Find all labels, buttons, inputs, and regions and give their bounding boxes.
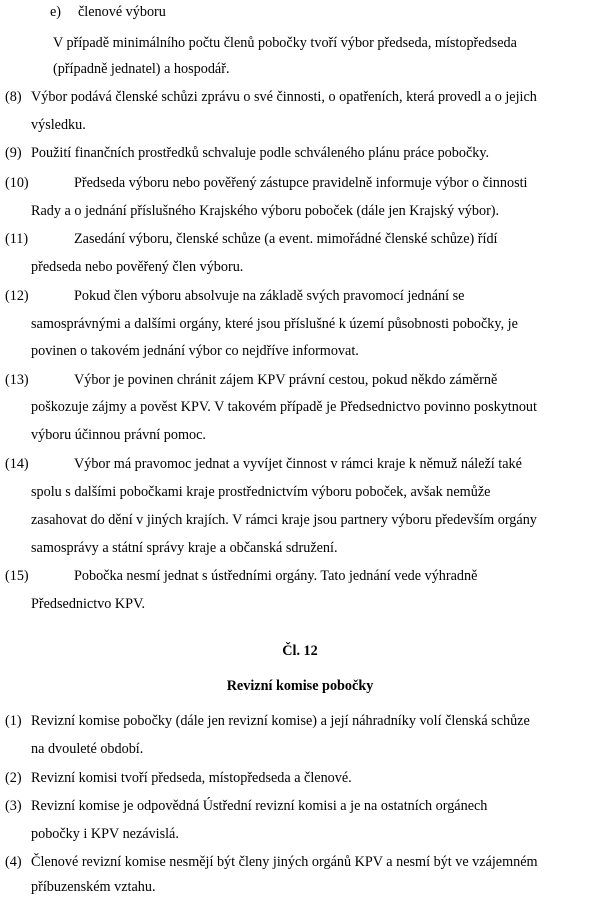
paragraph-line: Pokud člen výboru absolvuje na základě svých pravomocí jednání se <box>74 288 465 304</box>
paragraph-number: (15) <box>5 568 29 584</box>
paragraph-line: zasahovat do dění v jiných krajích. V rámci kraje jsou partnery výboru především orgány <box>31 512 537 528</box>
paragraph-line: Zasedání výboru, členské schůze (a event. mimořádné členské schůze) řídí <box>74 231 498 247</box>
paragraph-number: (8) <box>5 89 22 105</box>
paragraph-number: (14) <box>5 456 29 472</box>
paragraph-line: spolu s dalšími pobočkami kraje prostřednictvím výboru poboček, avšak nemůže <box>31 484 491 500</box>
intro-line: (případně jednatel) a hospodář. <box>53 61 230 77</box>
article-title: Revizní komise pobočky <box>226 678 374 694</box>
paragraph-number: (12) <box>5 288 29 304</box>
paragraph-line: Předsednictvo KPV. <box>31 596 146 612</box>
paragraph-line: samosprávnými a dalšími orgány, které jsou příslušné k území působnosti pobočky, je <box>31 316 518 332</box>
paragraph-line: předseda nebo pověřený člen výboru. <box>31 259 244 275</box>
item-text: členové výboru <box>78 4 166 20</box>
paragraph-number: (1) <box>5 713 22 729</box>
paragraph-line: poškozuje zájmy a pověst KPV. V takovém případě je Předsednictvo povinno poskytnout <box>31 399 537 415</box>
intro-line: V případě minimálního počtu členů pobočky tvoří výbor předseda, místopředseda <box>53 35 517 51</box>
paragraph-line: pobočky i KPV nezávislá. <box>31 826 179 842</box>
paragraph-line: povinen o takovém jednání výbor co nejdříve informovat. <box>31 343 359 359</box>
paragraph-line: Členové revizní komise nesmějí být členy jiných orgánů KPV a nesmí být ve vzájemném <box>31 854 538 870</box>
paragraph-line: samosprávy a státní správy kraje a občanská sdružení. <box>31 540 338 556</box>
paragraph-number: (4) <box>5 854 22 870</box>
paragraph-line: Revizní komise je odpovědná Ústřední revizní komisi a je na ostatních orgánech <box>31 798 488 814</box>
paragraph-number: (3) <box>5 798 22 814</box>
paragraph-number: (2) <box>5 770 22 786</box>
item-label: e) <box>50 4 62 20</box>
paragraph-number: (9) <box>5 145 22 161</box>
paragraph-line: Výbor je povinen chránit zájem KPV právní cestou, pokud někdo záměrně <box>74 372 498 388</box>
paragraph-line: Pobočka nesmí jednat s ústředními orgány. Tato jednání vede výhradně <box>74 568 478 584</box>
paragraph-line: na dvouleté období. <box>31 741 144 757</box>
paragraph-line: Výbor podává členské schůzi zprávu o své činnosti, o opatřeních, která provedl a o jejich <box>31 89 537 105</box>
paragraph-number: (11) <box>5 231 29 247</box>
paragraph-line: výsledku. <box>31 117 86 133</box>
paragraph-number: (13) <box>5 372 29 388</box>
paragraph-line: Revizní komisi tvoří předseda, místopředseda a členové. <box>31 770 352 786</box>
paragraph-line: Předseda výboru nebo pověřený zástupce pravidelně informuje výbor o činnosti <box>74 175 528 191</box>
paragraph-line: Rady a o jednání příslušného Krajského výboru poboček (dále jen Krajský výbor). <box>31 203 500 219</box>
paragraph-line: Revizní komise pobočky (dále jen revizní komise) a její náhradníky volí členská schůze <box>31 713 530 729</box>
paragraph-number: (10) <box>5 175 29 191</box>
paragraph-line: Použití finančních prostředků schvaluje podle schváleného plánu práce pobočky. <box>31 145 490 161</box>
article-number: Čl. 12 <box>282 643 318 659</box>
paragraph-line: výboru účinnou právní pomoc. <box>31 427 206 443</box>
paragraph-line: Výbor má pravomoc jednat a vyvíjet činnost v rámci kraje k němuž náleží také <box>74 456 522 472</box>
paragraph-line: příbuzenském vztahu. <box>31 879 156 895</box>
